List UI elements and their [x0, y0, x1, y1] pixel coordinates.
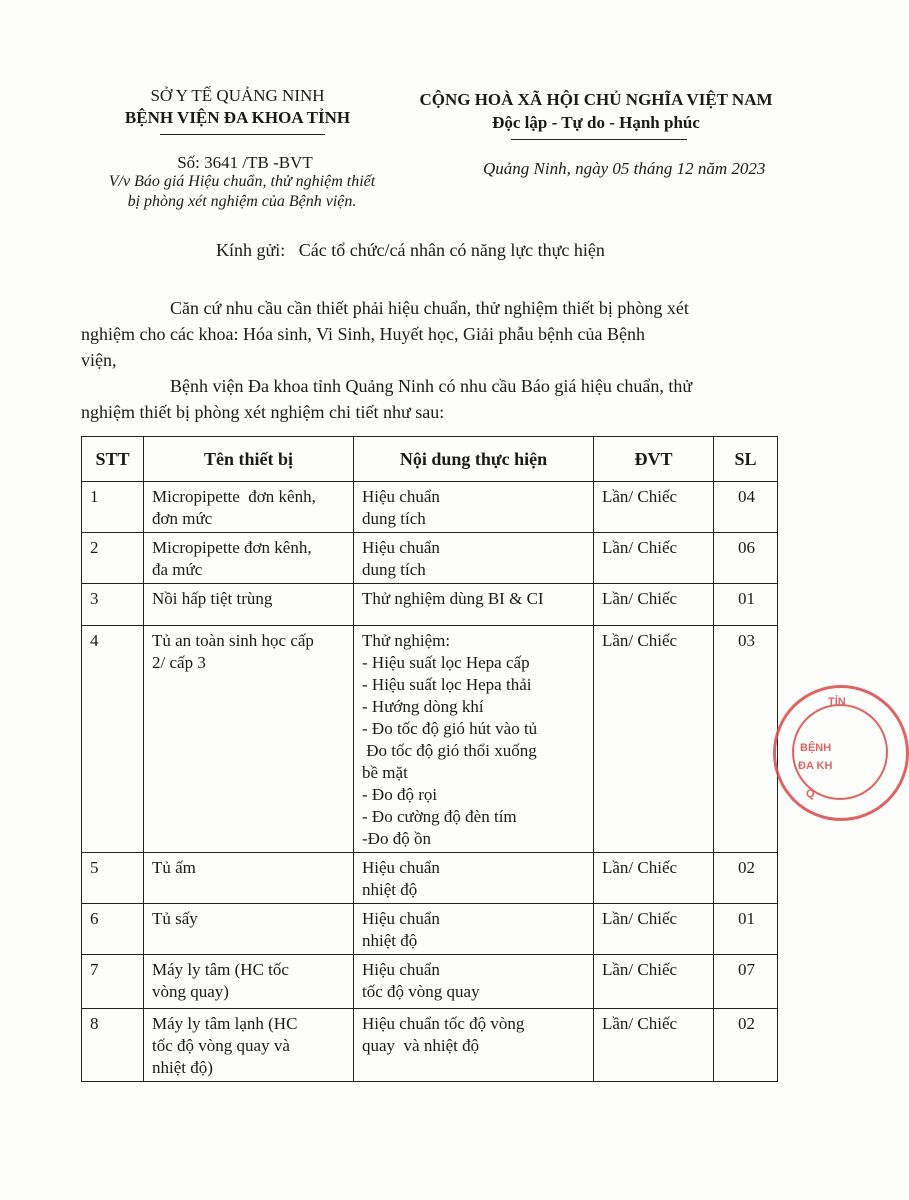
cell-content [354, 1009, 594, 1082]
paragraph-2-line-2: nghiệm thiết bị phòng xét nghiệm chi tiết như sau: [81, 402, 445, 422]
cell-quantity: 04 [714, 482, 778, 533]
cell-unit: Lần/ Chiếc [594, 533, 714, 584]
cell-equipment-name [144, 533, 354, 584]
cell-content-line: Thử nghiệm dùng BI & CI [362, 589, 544, 608]
cell-unit: Lần/ Chiếc [594, 853, 714, 904]
cell-stt: 6 [82, 904, 144, 955]
motto: Độc lập - Tự do - Hạnh phúc [492, 113, 700, 132]
paragraph-2-line-1: Bệnh viện Đa khoa tỉnh Quảng Ninh có nhu cầu Báo giá hiệu chuẩn, thử [170, 376, 693, 396]
issue-date: Quảng Ninh, ngày 05 tháng 12 năm 2023 [483, 159, 766, 178]
cell-equipment-name [144, 955, 354, 1009]
cell-content-line: Hiệu chuẩn [362, 909, 440, 928]
paragraph-1-line-3: viện, [81, 350, 117, 370]
intro-paragraph [81, 295, 777, 425]
cell-content-line: - Hiệu suất lọc Hepa cấp [362, 653, 530, 672]
cell-stt: 2 [82, 533, 144, 584]
cell-content [354, 904, 594, 955]
cell-content-line: - Đo tốc độ gió hút vào tủ [362, 719, 538, 738]
cell-content-line: Hiệu chuẩn [362, 960, 440, 979]
cell-equipment-name-line: Micropipette đơn kênh, [152, 487, 316, 506]
cell-stt: 1 [82, 482, 144, 533]
cell-unit: Lần/ Chiếc [594, 904, 714, 955]
cell-equipment-name-line: Tủ an toàn sinh học cấp [152, 631, 314, 650]
cell-equipment-name [144, 626, 354, 853]
cell-equipment-name [144, 1009, 354, 1082]
table-row [82, 533, 778, 584]
official-seal [773, 685, 909, 821]
cell-equipment-name [144, 853, 354, 904]
cell-unit: Lần/ Chiếc [594, 955, 714, 1009]
agency-name: SỞ Y TẾ QUẢNG NINH [150, 86, 325, 105]
recipient-line: Kính gửi: Các tổ chức/cá nhân có năng lực thực hiện [216, 240, 605, 260]
paragraph-1-line-1: Căn cứ nhu cầu cần thiết phải hiệu chuẩn, thử nghiệm thiết bị phòng xét [170, 298, 689, 318]
cell-content-line: dung tích [362, 509, 426, 528]
cell-equipment-name-line: đơn mức [152, 509, 213, 528]
cell-stt: 5 [82, 853, 144, 904]
cell-content [354, 584, 594, 626]
header-equipment-name: Tên thiết bị [144, 437, 354, 482]
cell-equipment-name-line: nhiệt độ) [152, 1058, 213, 1077]
cell-content-line: tốc độ vòng quay [362, 982, 480, 1001]
cell-content-line: Hiệu chuẩn tốc độ vòng [362, 1014, 525, 1033]
cell-quantity: 06 [714, 533, 778, 584]
table-row [82, 626, 778, 853]
left-header-rule [160, 134, 325, 135]
cell-stt: 3 [82, 584, 144, 626]
cell-content-line: - Hướng dòng khí [362, 697, 484, 716]
seal-text-top: TỈN [828, 696, 846, 708]
cell-equipment-name-line: Tủ sấy [152, 909, 198, 928]
cell-equipment-name-line: Máy ly tâm (HC tốc [152, 960, 289, 979]
table-row [82, 1009, 778, 1082]
cell-equipment-name-line: Micropipette đơn kênh, [152, 538, 312, 557]
cell-content-line: Hiệu chuẩn [362, 858, 440, 877]
seal-text-mid1: BỆNH [800, 742, 832, 754]
cell-content-line: Đo tốc độ gió thổi xuống [362, 741, 537, 760]
cell-content [354, 626, 594, 853]
cell-content-line: - Đo độ rọi [362, 785, 438, 804]
cell-equipment-name [144, 904, 354, 955]
table-row [82, 584, 778, 626]
cell-quantity: 01 [714, 904, 778, 955]
cell-unit: Lần/ Chiếc [594, 584, 714, 626]
cell-unit: Lần/ Chiếc [594, 626, 714, 853]
cell-content-line: Thử nghiệm: [362, 631, 451, 650]
cell-equipment-name-line: Máy ly tâm lạnh (HC [152, 1014, 298, 1033]
cell-equipment-name-line: vòng quay) [152, 982, 229, 1001]
equipment-table [81, 436, 778, 1082]
cell-stt: 4 [82, 626, 144, 853]
header-quantity: SL [714, 437, 778, 482]
cell-equipment-name-line: Tủ ấm [152, 858, 196, 877]
nation-title: CỘNG HOÀ XÃ HỘI CHỦ NGHĨA VIỆT NAM [419, 90, 773, 109]
hospital-name: BỆNH VIỆN ĐA KHOA TỈNH [124, 108, 351, 127]
header-unit: ĐVT [594, 437, 714, 482]
table-header-row [82, 437, 778, 482]
cell-content [354, 955, 594, 1009]
cell-unit: Lần/ Chiếc [594, 482, 714, 533]
seal-text-mid2: ĐA KH [798, 760, 833, 772]
cell-content [354, 533, 594, 584]
paragraph-1-line-2: nghiệm cho các khoa: Hóa sinh, Vi Sinh, Huyết học, Giải phẫu bệnh của Bệnh [81, 324, 645, 344]
cell-content-line: quay và nhiệt độ [362, 1036, 480, 1055]
subject-line-2: bị phòng xét nghiệm của Bệnh viện. [127, 193, 357, 210]
table-row [82, 904, 778, 955]
header-stt: STT [82, 437, 144, 482]
seal-text-bottom: Q [806, 788, 815, 800]
cell-content [354, 482, 594, 533]
cell-quantity: 02 [714, 1009, 778, 1082]
cell-content-line: - Hiệu suất lọc Hepa thải [362, 675, 532, 694]
cell-stt: 7 [82, 955, 144, 1009]
table-row [82, 482, 778, 533]
cell-equipment-name-line: Nồi hấp tiệt trùng [152, 589, 273, 608]
cell-equipment-name [144, 482, 354, 533]
cell-equipment-name-line: tốc độ vòng quay và [152, 1036, 290, 1055]
cell-quantity: 02 [714, 853, 778, 904]
cell-content-line: Hiệu chuẩn [362, 538, 440, 557]
right-header-rule [511, 139, 687, 140]
subject-line-1: V/v Báo giá Hiệu chuẩn, thử nghiệm thiết [108, 173, 376, 190]
cell-content-line: Hiệu chuẩn [362, 487, 440, 506]
cell-content-line: dung tích [362, 560, 426, 579]
cell-content-line: nhiệt độ [362, 931, 418, 950]
cell-equipment-name-line: đa mức [152, 560, 203, 579]
doc-number: Số: 3641 /TB -BVT [177, 153, 313, 172]
cell-content-line: nhiệt độ [362, 880, 418, 899]
cell-stt: 8 [82, 1009, 144, 1082]
table-row [82, 853, 778, 904]
header-content: Nội dung thực hiện [354, 437, 594, 482]
cell-content [354, 853, 594, 904]
cell-quantity: 01 [714, 584, 778, 626]
cell-equipment-name [144, 584, 354, 626]
table-row [82, 955, 778, 1009]
cell-equipment-name-line: 2/ cấp 3 [152, 653, 206, 672]
cell-content-line: - Đo cường độ đèn tím [362, 807, 517, 826]
cell-unit: Lần/ Chiếc [594, 1009, 714, 1082]
cell-content-line: -Đo độ ồn [362, 829, 431, 848]
cell-quantity: 07 [714, 955, 778, 1009]
cell-quantity: 03 [714, 626, 778, 853]
cell-content-line: bề mặt [362, 763, 408, 782]
